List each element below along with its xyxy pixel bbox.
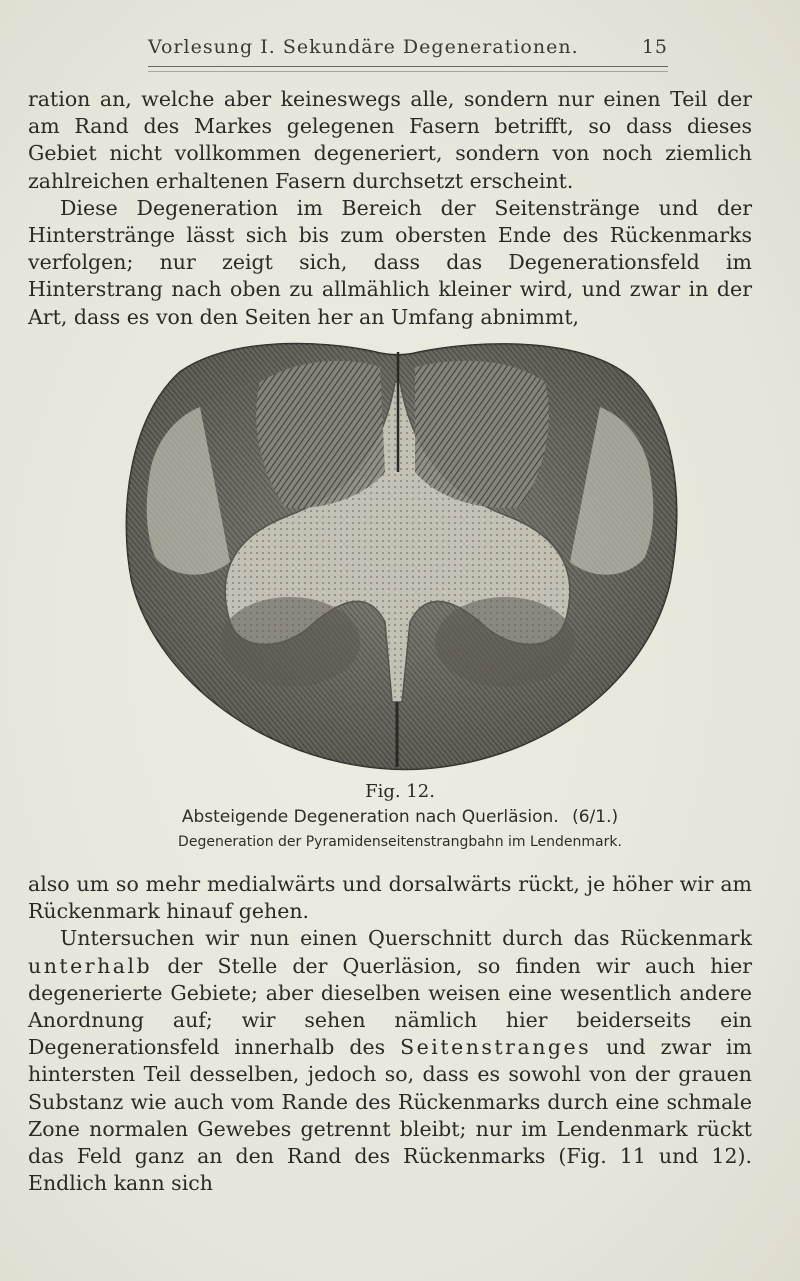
figure-label: Fig. 12.: [365, 781, 435, 802]
spinal-cord-figure: [110, 322, 690, 772]
anterior-horn-left: [220, 597, 360, 687]
running-title: Vorlesung I. Sekundäre Degenerationen.: [148, 36, 579, 58]
header-rule: [148, 66, 668, 67]
figure-caption-scale: (6/1.): [572, 807, 619, 827]
paragraph-4: [28, 925, 752, 1197]
degeneration-field-right: [415, 361, 549, 508]
degeneration-field-left: [256, 361, 385, 508]
running-head: [148, 36, 668, 58]
paragraph-4-mid: der Stelle der Querläsion, so finden wir auch hier degenerierte Gebiete; aber dieselben weisen eine wesentlich andere Anordnung auf; wir sehen nämlich hier beiderseits ein Degenerationsfeld innerhalb des: [28, 953, 752, 1060]
body-text-bottom: [28, 871, 752, 1197]
header-rule-secondary: [148, 71, 668, 72]
figure-subcaption: Degeneration der Pyramidenseitenstrangbahn im Lendenmark.: [178, 834, 622, 850]
paragraph-2: Diese Degeneration im Bereich der Seitenstränge und der Hinterstränge lässt sich bis zum obersten Ende des Rückenmarks verfolgen; nur zeigt sich, dass das Degenerationsfeld im Hinterstrang nach oben zu allmählich kleiner wird, und zwar in der Art, dass es von den Seiten her an Umfang abnimmt,: [28, 195, 752, 329]
emphasis-seitenstranges: Seitenstranges: [400, 1035, 592, 1060]
figure-caption: [0, 807, 800, 827]
paragraph-4-start: Untersuchen wir nun einen Querschnitt durch das Rückenmark: [60, 926, 752, 951]
body-text-top: [28, 86, 752, 331]
page-number: 15: [641, 36, 668, 58]
paragraph-4-end: und zwar im hintersten Teil desselben, jedoch so, dass es sowohl von der grauen Substanz wie auch vom Rande des Rückenmarks durch eine schmale Zone normalen Gewebes getrennt bleibt; nur im Lendenmark rückt das Feld ganz an den Rand des Rückenmarks (Fig. 11 und 12). Endlich kann sich: [28, 1035, 752, 1196]
anterior-horn-right: [435, 597, 575, 687]
paragraph-3: also um so mehr medialwärts und dorsalwärts rückt, je höher wir am Rückenmark hinauf gehen.: [28, 872, 752, 924]
emphasis-unterhalb: unterhalb: [28, 953, 153, 978]
paragraph-1: ration an, welche aber keineswegs alle, sondern nur einen Teil der am Rand des Markes gelegenen Fasern betrifft, so dass dieses Gebiet nicht vollkommen degeneriert, sondern von noch ziemlich zahlreichen erhaltenen Fasern durchsetzt erscheint.: [28, 87, 752, 193]
figure-caption-text: Absteigende Degeneration nach Querläsion.: [181, 807, 559, 827]
spinal-cord-cross-section: [110, 322, 690, 772]
